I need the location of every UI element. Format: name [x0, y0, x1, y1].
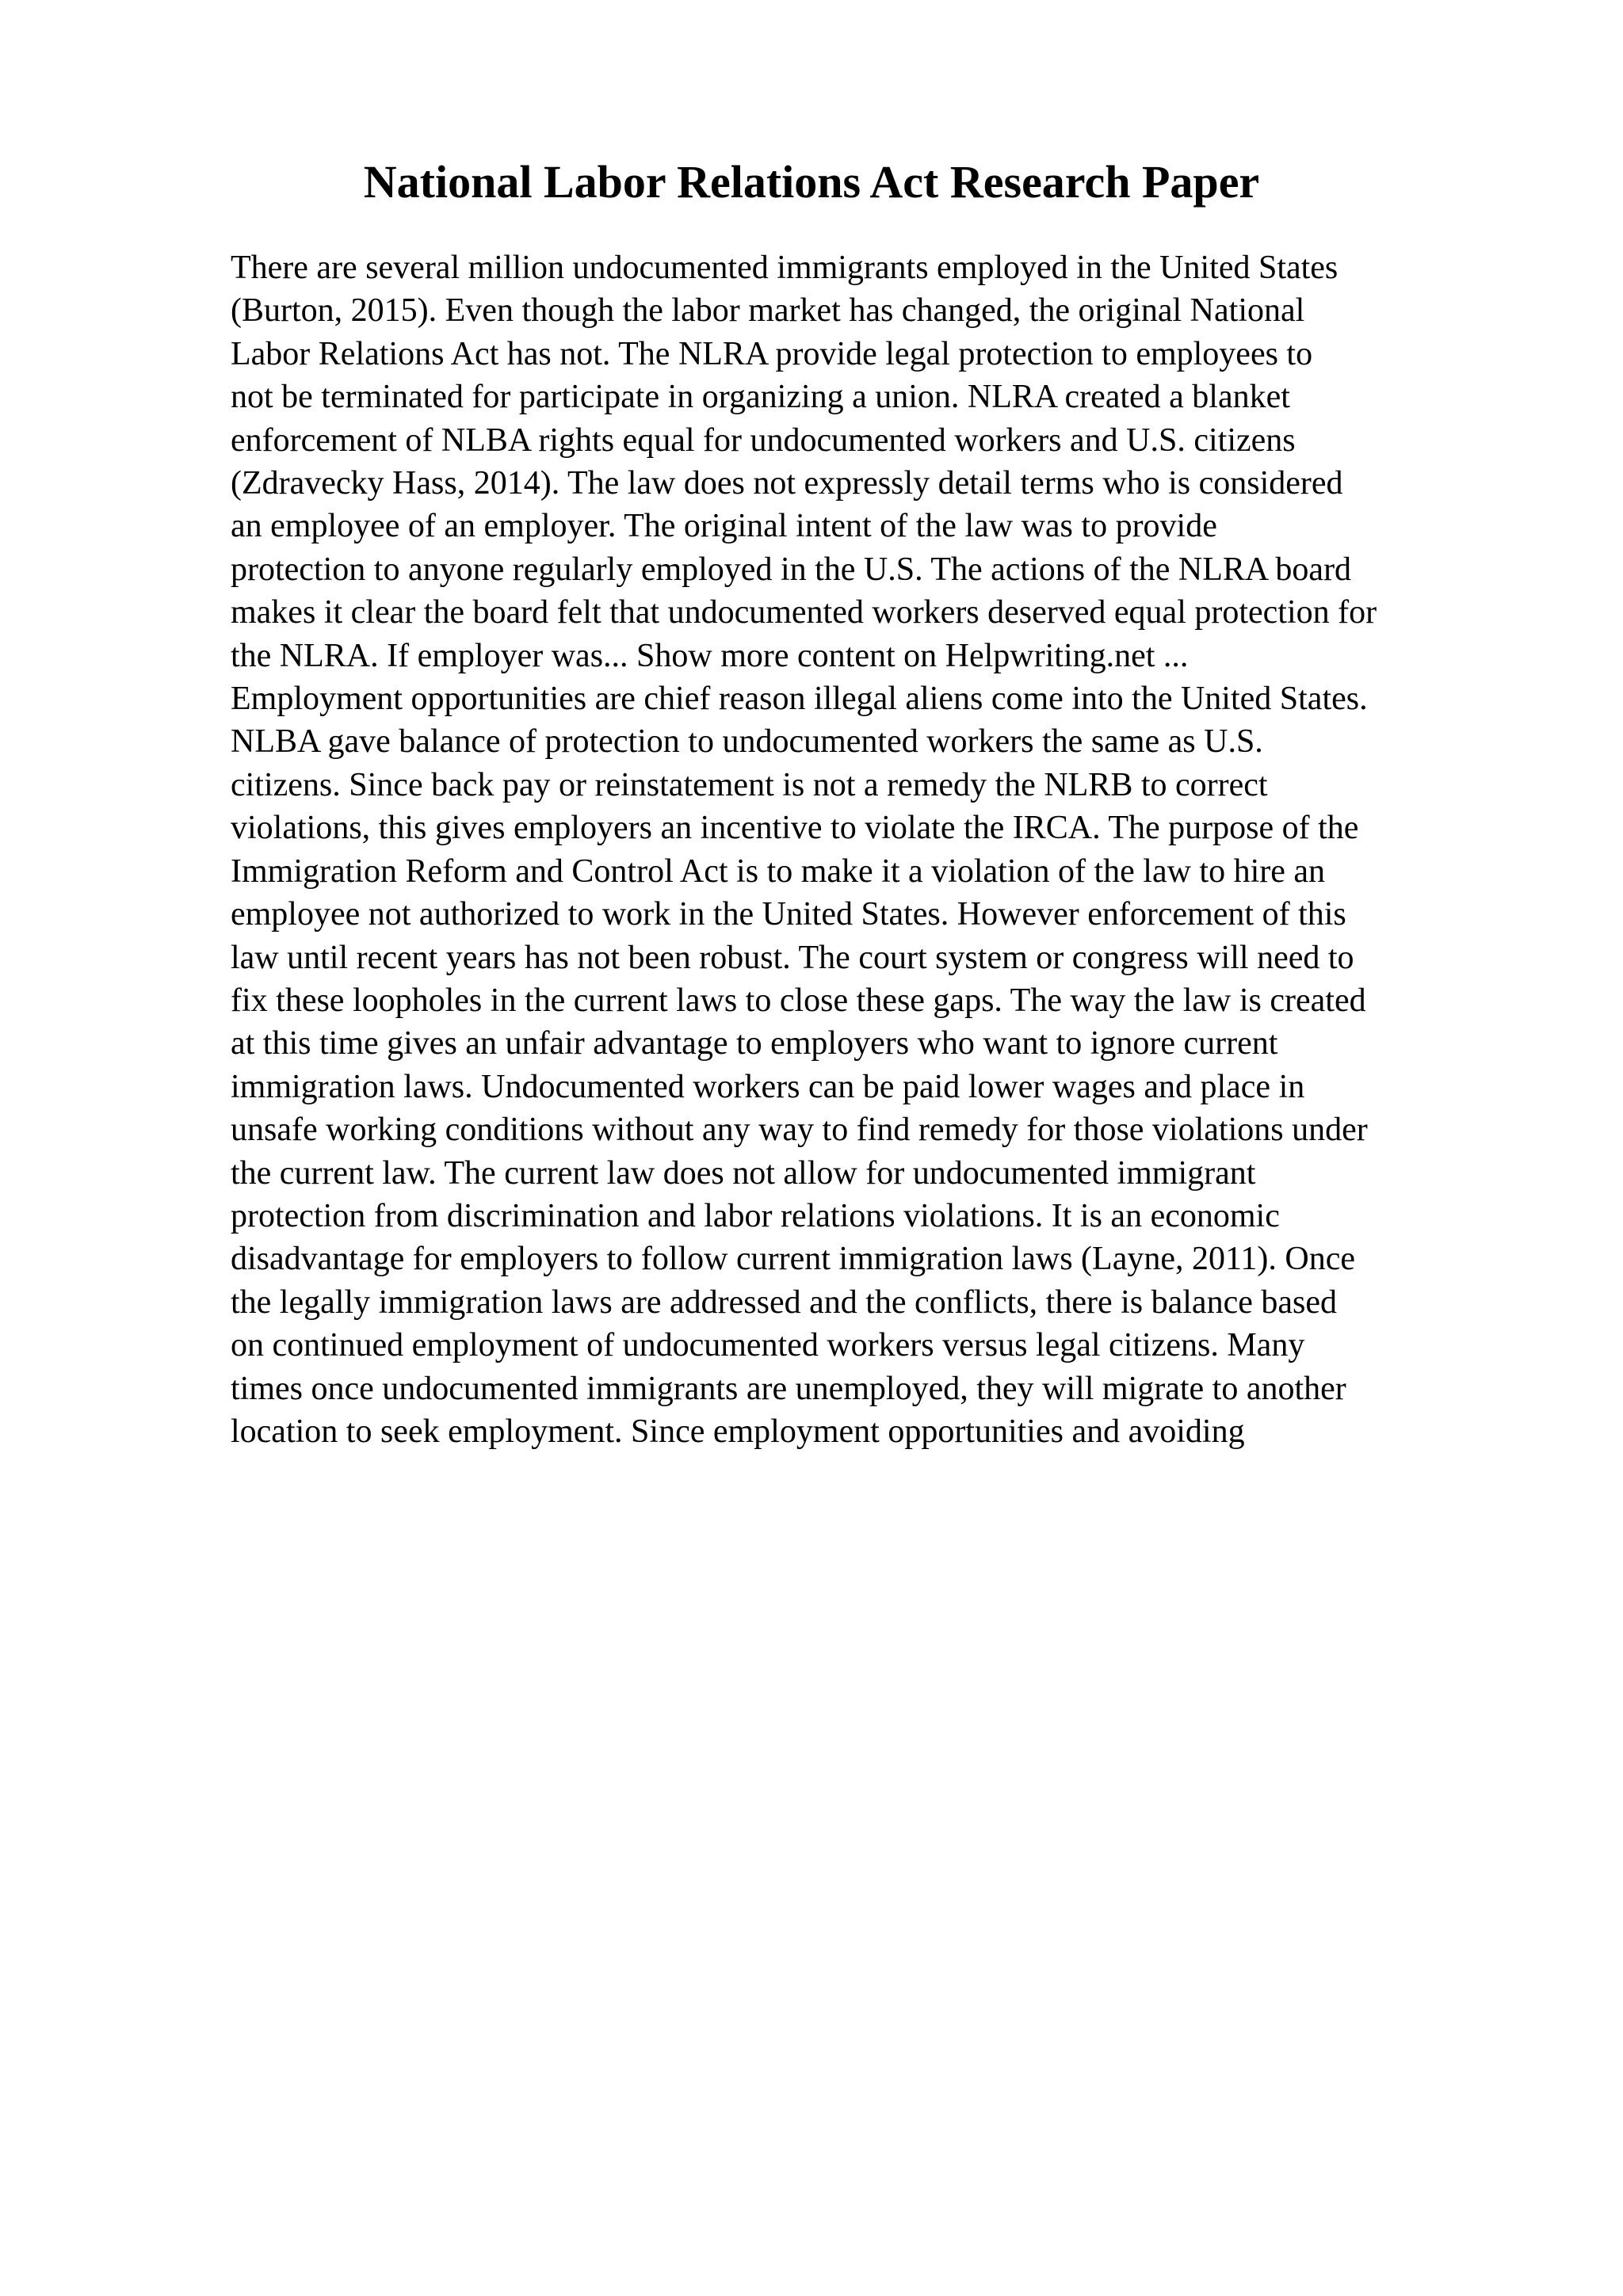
- body-line: Immigration Reform and Control Act is to make it a violation of the law to hire an: [231, 852, 1326, 890]
- body-line: location to seek employment. Since employment opportunities and avoiding: [231, 1413, 1245, 1450]
- body-line: protection from discrimination and labor relations violations. It is an economic: [231, 1197, 1280, 1234]
- body-line: an employee of an employer. The original intent of the law was to provide: [231, 508, 1217, 545]
- body-line: (Burton, 2015). Even though the labor market has changed, the original National: [231, 292, 1305, 330]
- body-line: (Zdravecky Hass, 2014). The law does not expressly detail terms who is considered: [231, 465, 1343, 502]
- body-line: fix these loopholes in the current laws to close these gaps. The way the law is created: [231, 982, 1366, 1019]
- body-line: not be terminated for participate in organizing a union. NLRA created a blanket: [231, 379, 1290, 416]
- body-line: unsafe working conditions without any way to find remedy for those violations under: [231, 1112, 1368, 1149]
- body-line: the NLRA. If employer was... Show more content on Helpwriting.net ...: [231, 637, 1189, 674]
- body-line: at this time gives an unfair advantage to employers who want to ignore current: [231, 1025, 1278, 1062]
- body-line: NLBA gave balance of protection to undocumented workers the same as U.S.: [231, 723, 1263, 761]
- body-line: enforcement of NLBA rights equal for undocumented workers and U.S. citizens: [231, 421, 1296, 459]
- body-line: violations, this gives employers an incentive to violate the IRCA. The purpose of the: [231, 810, 1359, 847]
- body-line: on continued employment of undocumented workers versus legal citizens. Many: [231, 1327, 1305, 1364]
- body-line: protection to anyone regularly employed in the U.S. The actions of the NLRA board: [231, 551, 1352, 588]
- body-line: immigration laws. Undocumented workers can be paid lower wages and place in: [231, 1068, 1305, 1105]
- body-line: Labor Relations Act has not. The NLRA provide legal protection to employees to: [231, 335, 1313, 372]
- body-line: the legally immigration laws are addressed and the conflicts, there is balance based: [231, 1283, 1337, 1321]
- body-line: employee not authorized to work in the United States. However enforcement of this: [231, 896, 1346, 933]
- document-title: National Labor Relations Act Research Paper: [363, 156, 1260, 208]
- document-body: [231, 246, 1514, 1453]
- body-line: Employment opportunities are chief reason illegal aliens come into the United States.: [231, 681, 1368, 718]
- body-line: citizens. Since back pay or reinstatement is not a remedy the NLRB to correct: [231, 766, 1268, 803]
- body-line: There are several million undocumented immigrants employed in the United States: [231, 250, 1338, 286]
- body-line: times once undocumented immigrants are unemployed, they will migrate to another: [231, 1370, 1346, 1407]
- body-line: disadvantage for employers to follow current immigration laws (Layne, 2011). Once: [231, 1241, 1356, 1278]
- body-line: makes it clear the board felt that undocumented workers deserved equal protection for: [231, 594, 1377, 631]
- body-line: the current law. The current law does not allow for undocumented immigrant: [231, 1154, 1256, 1192]
- body-line: law until recent years has not been robust. The court system or congress will need to: [231, 939, 1354, 976]
